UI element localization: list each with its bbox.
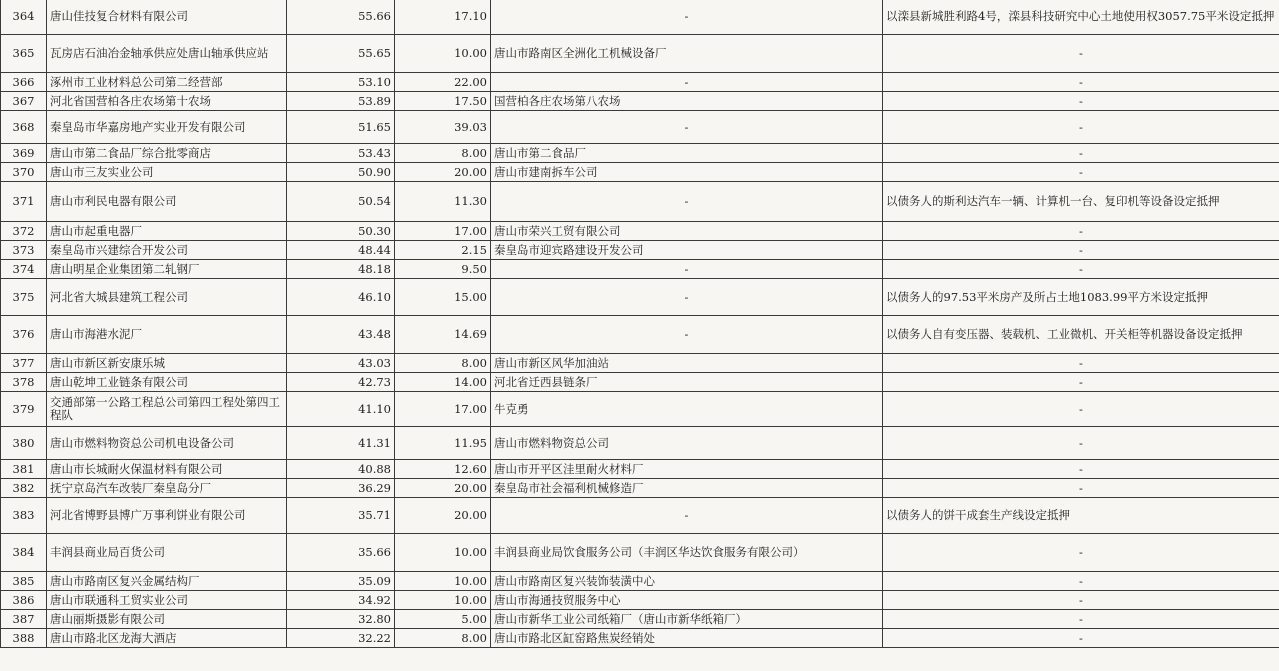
table-row [1, 0, 1279, 35]
amount-principal: 41.10 [287, 392, 395, 427]
guarantor: - [491, 182, 883, 222]
row-number: 376 [1, 316, 47, 354]
amount-secondary: 12.60 [395, 460, 491, 479]
row-number: 367 [1, 92, 47, 111]
row-number: 380 [1, 427, 47, 460]
row-number: 383 [1, 498, 47, 534]
row-number: 369 [1, 144, 47, 163]
collateral-note: - [883, 260, 1279, 279]
debtor-name: 涿州市工业材料总公司第二经营部 [47, 73, 287, 92]
debtor-name: 唐山市燃料物资总公司机电设备公司 [47, 427, 287, 460]
debtor-name: 唐山市路北区龙海大酒店 [47, 629, 287, 648]
table-row [1, 610, 1279, 629]
guarantor: 河北省迁西县链条厂 [491, 373, 883, 392]
collateral-note: - [883, 92, 1279, 111]
amount-principal: 50.90 [287, 163, 395, 182]
amount-secondary: 14.00 [395, 373, 491, 392]
collateral-note: - [883, 460, 1279, 479]
row-number: 386 [1, 591, 47, 610]
amount-principal: 48.44 [287, 241, 395, 260]
guarantor: 唐山市海通技贸服务中心 [491, 591, 883, 610]
debtor-name: 唐山市海港水泥厂 [47, 316, 287, 354]
table-row [1, 111, 1279, 144]
amount-principal: 43.48 [287, 316, 395, 354]
debtor-name: 唐山市起重电器厂 [47, 222, 287, 241]
guarantor: - [491, 498, 883, 534]
debtor-name: 秦皇岛市华嘉房地产实业开发有限公司 [47, 111, 287, 144]
amount-secondary: 11.30 [395, 182, 491, 222]
collateral-note: 以债务人自有变压器、装载机、工业微机、开关柜等机器设备设定抵押 [883, 316, 1279, 354]
row-number: 371 [1, 182, 47, 222]
amount-principal: 53.10 [287, 73, 395, 92]
amount-secondary: 17.50 [395, 92, 491, 111]
guarantor: 唐山市路南区复兴装饰装潢中心 [491, 572, 883, 591]
collateral-note: - [883, 591, 1279, 610]
guarantor: 唐山市新华工业公司纸箱厂（唐山市新华纸箱厂） [491, 610, 883, 629]
guarantor: 牛克勇 [491, 392, 883, 427]
collateral-note: - [883, 73, 1279, 92]
table-row [1, 498, 1279, 534]
collateral-note: - [883, 629, 1279, 648]
guarantor: - [491, 111, 883, 144]
amount-principal: 34.92 [287, 591, 395, 610]
collateral-note: - [883, 534, 1279, 572]
guarantor: 唐山市第二食品厂 [491, 144, 883, 163]
amount-principal: 43.03 [287, 354, 395, 373]
debtor-name: 唐山市路南区复兴金属结构厂 [47, 572, 287, 591]
guarantor: - [491, 0, 883, 35]
table-row [1, 427, 1279, 460]
collateral-note: 以债务人的饼干成套生产线设定抵押 [883, 498, 1279, 534]
amount-principal: 35.71 [287, 498, 395, 534]
guarantor: 国营柏各庄农场第八农场 [491, 92, 883, 111]
amount-principal: 46.10 [287, 279, 395, 316]
table-row [1, 460, 1279, 479]
guarantor: - [491, 316, 883, 354]
guarantor: 丰润县商业局饮食服务公司（丰润区华达饮食服务有限公司） [491, 534, 883, 572]
collateral-note: - [883, 354, 1279, 373]
row-number: 372 [1, 222, 47, 241]
debtor-name: 瓦房店石油冶金轴承供应处唐山轴承供应站 [47, 35, 287, 73]
debtor-name: 唐山市三友实业公司 [47, 163, 287, 182]
row-number: 384 [1, 534, 47, 572]
amount-secondary: 11.95 [395, 427, 491, 460]
debtor-name: 唐山市长城耐火保温材料有限公司 [47, 460, 287, 479]
table-row [1, 163, 1279, 182]
collateral-note: - [883, 610, 1279, 629]
collateral-note: 以债务人的斯利达汽车一辆、计算机一台、复印机等设备设定抵押 [883, 182, 1279, 222]
amount-secondary: 10.00 [395, 35, 491, 73]
amount-secondary: 17.00 [395, 222, 491, 241]
row-number: 388 [1, 629, 47, 648]
amount-secondary: 17.00 [395, 392, 491, 427]
table-row [1, 182, 1279, 222]
amount-principal: 32.80 [287, 610, 395, 629]
collateral-note: - [883, 222, 1279, 241]
amount-secondary: 14.69 [395, 316, 491, 354]
debtor-name: 抚宁京岛汽车改装厂秦皇岛分厂 [47, 479, 287, 498]
collateral-note: 以债务人的97.53平米房产及所占土地1083.99平方米设定抵押 [883, 279, 1279, 316]
table-row [1, 241, 1279, 260]
guarantor: 唐山市开平区洼里耐火材料厂 [491, 460, 883, 479]
guarantor: - [491, 260, 883, 279]
row-number: 370 [1, 163, 47, 182]
amount-principal: 53.43 [287, 144, 395, 163]
amount-secondary: 9.50 [395, 260, 491, 279]
debtor-name: 交通部第一公路工程总公司第四工程处第四工程队 [47, 392, 287, 427]
amount-secondary: 20.00 [395, 163, 491, 182]
table-row [1, 629, 1279, 648]
debtor-name: 唐山明星企业集团第二轧钢厂 [47, 260, 287, 279]
debtor-name: 唐山佳技复合材料有限公司 [47, 0, 287, 35]
collateral-note: - [883, 144, 1279, 163]
table-row [1, 392, 1279, 427]
table-row [1, 260, 1279, 279]
amount-principal: 35.09 [287, 572, 395, 591]
amount-principal: 48.18 [287, 260, 395, 279]
amount-principal: 35.66 [287, 534, 395, 572]
guarantor: 唐山市建南拆车公司 [491, 163, 883, 182]
guarantor: - [491, 73, 883, 92]
table-row [1, 572, 1279, 591]
amount-secondary: 2.15 [395, 241, 491, 260]
guarantor: 秦皇岛市社会福利机械修造厂 [491, 479, 883, 498]
guarantor: 唐山市路南区全洲化工机械设备厂 [491, 35, 883, 73]
debtor-name: 河北省国营柏各庄农场第十农场 [47, 92, 287, 111]
amount-secondary: 10.00 [395, 591, 491, 610]
table-row [1, 373, 1279, 392]
row-number: 368 [1, 111, 47, 144]
amount-principal: 50.54 [287, 182, 395, 222]
table-row [1, 354, 1279, 373]
guarantor: 秦皇岛市迎宾路建设开发公司 [491, 241, 883, 260]
row-number: 365 [1, 35, 47, 73]
amount-principal: 51.65 [287, 111, 395, 144]
amount-secondary: 8.00 [395, 354, 491, 373]
debtor-name: 河北省博野县博广万事利饼业有限公司 [47, 498, 287, 534]
table-row [1, 144, 1279, 163]
amount-principal: 50.30 [287, 222, 395, 241]
collateral-note: - [883, 572, 1279, 591]
table-row [1, 35, 1279, 73]
collateral-note: - [883, 111, 1279, 144]
collateral-note: 以滦县新城胜利路4号，滦县科技研究中心土地使用权3057.75平米设定抵押 [883, 0, 1279, 35]
debtor-name: 唐山乾坤工业链条有限公司 [47, 373, 287, 392]
amount-secondary: 20.00 [395, 479, 491, 498]
table-row [1, 534, 1279, 572]
amount-secondary: 10.00 [395, 572, 491, 591]
collateral-note: - [883, 479, 1279, 498]
row-number: 381 [1, 460, 47, 479]
amount-principal: 55.65 [287, 35, 395, 73]
amount-principal: 53.89 [287, 92, 395, 111]
table-row [1, 222, 1279, 241]
guarantor: 唐山市荣兴工贸有限公司 [491, 222, 883, 241]
row-number: 378 [1, 373, 47, 392]
collateral-note: - [883, 35, 1279, 73]
collateral-note: - [883, 392, 1279, 427]
collateral-note: - [883, 163, 1279, 182]
debt-table-body [1, 0, 1279, 648]
debtor-name: 唐山市联通科工贸实业公司 [47, 591, 287, 610]
guarantor: 唐山市新区风华加油站 [491, 354, 883, 373]
amount-principal: 42.73 [287, 373, 395, 392]
row-number: 387 [1, 610, 47, 629]
debtor-name: 唐山市新区新安康乐城 [47, 354, 287, 373]
guarantor: - [491, 279, 883, 316]
debtor-name: 唐山市第二食品厂综合批零商店 [47, 144, 287, 163]
table-row [1, 479, 1279, 498]
debtor-name: 丰润县商业局百货公司 [47, 534, 287, 572]
table-row [1, 591, 1279, 610]
row-number: 366 [1, 73, 47, 92]
guarantor: 唐山市路北区缸窑路焦炭经销处 [491, 629, 883, 648]
amount-principal: 36.29 [287, 479, 395, 498]
row-number: 373 [1, 241, 47, 260]
amount-secondary: 22.00 [395, 73, 491, 92]
table-row [1, 316, 1279, 354]
amount-secondary: 8.00 [395, 629, 491, 648]
row-number: 377 [1, 354, 47, 373]
amount-secondary: 39.03 [395, 111, 491, 144]
guarantor: 唐山市燃料物资总公司 [491, 427, 883, 460]
debtor-name: 唐山市利民电器有限公司 [47, 182, 287, 222]
row-number: 375 [1, 279, 47, 316]
row-number: 379 [1, 392, 47, 427]
collateral-note: - [883, 427, 1279, 460]
collateral-note: - [883, 241, 1279, 260]
amount-principal: 41.31 [287, 427, 395, 460]
row-number: 364 [1, 0, 47, 35]
collateral-note: - [883, 373, 1279, 392]
debtor-name: 秦皇岛市兴建综合开发公司 [47, 241, 287, 260]
row-number: 385 [1, 572, 47, 591]
row-number: 374 [1, 260, 47, 279]
amount-secondary: 8.00 [395, 144, 491, 163]
amount-secondary: 17.10 [395, 0, 491, 35]
row-number: 382 [1, 479, 47, 498]
table-row [1, 73, 1279, 92]
debtor-name: 唐山丽斯摄影有限公司 [47, 610, 287, 629]
table-row [1, 92, 1279, 111]
debtor-name: 河北省大城县建筑工程公司 [47, 279, 287, 316]
amount-principal: 40.88 [287, 460, 395, 479]
amount-principal: 32.22 [287, 629, 395, 648]
amount-secondary: 10.00 [395, 534, 491, 572]
amount-secondary: 20.00 [395, 498, 491, 534]
amount-secondary: 5.00 [395, 610, 491, 629]
amount-principal: 55.66 [287, 0, 395, 35]
table-row [1, 279, 1279, 316]
amount-secondary: 15.00 [395, 279, 491, 316]
